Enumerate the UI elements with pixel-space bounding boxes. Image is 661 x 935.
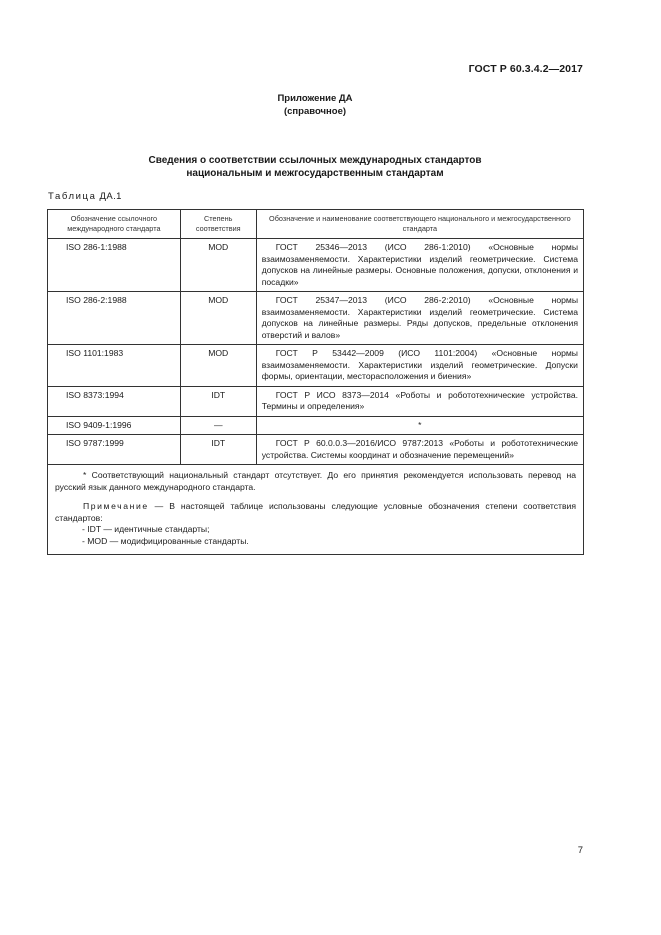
section-title — [0, 154, 630, 180]
table-caption-label: Таблица — [48, 191, 97, 202]
header-international-standard: Обозначение ссылочного международного стандарта — [48, 210, 181, 239]
intl-standard-cell: ISO 1101:1983 — [48, 345, 181, 387]
table-notes-row — [48, 465, 584, 555]
footnote: * Соответствующий национальный стандарт отсутствует. До его принятия рекомендуется использовать перевод на русский язык данного международного стандарта. — [55, 470, 576, 492]
intl-standard-cell: ISO 286-1:1988 — [48, 239, 181, 292]
degree-cell: MOD — [180, 292, 256, 345]
appendix-title: Приложение ДА — [277, 93, 353, 104]
table-row — [48, 435, 584, 465]
intl-standard-cell: ISO 9787:1999 — [48, 435, 181, 465]
degree-cell: IDT — [180, 435, 256, 465]
degree-cell: — — [180, 416, 256, 435]
table-header-row — [48, 210, 584, 239]
note — [55, 501, 576, 524]
note-item-mod: - MOD — модифицированные стандарты. — [82, 535, 249, 546]
correspondence-table — [47, 209, 584, 555]
degree-cell: MOD — [180, 345, 256, 387]
header-national-standard: Обозначение и наименование соответствующего национального и межгосударственного стандарта — [256, 210, 583, 239]
note-label: Примечание — [83, 501, 149, 511]
intl-standard-cell: ISO 9409-1:1996 — [48, 416, 181, 435]
note-text: — В настоящей таблице использованы следующие условные обозначения степени соответствия стандартов: — [55, 501, 576, 523]
section-title-line-2: национальным и межгосударственным стандартам — [186, 168, 444, 179]
section-title-line-1: Сведения о соответствии ссылочных международных стандартов — [148, 155, 482, 166]
table-row — [48, 416, 584, 435]
national-standard-cell: ГОСТ 25346—2013 (ИСО 286-1:2010) «Основные нормы взаимозаменяемости. Характеристики изделий геометрические. Система допусков на линейные размеры. Основные положения, допуски, отклонения и посадки» — [256, 239, 583, 292]
document-code: ГОСТ Р 60.3.4.2—2017 — [468, 63, 583, 75]
appendix-subtitle: (справочное) — [283, 106, 347, 117]
header-degree: Степень соответствия — [180, 210, 256, 239]
note-item-idt: - IDT — идентичные стандарты; — [82, 524, 210, 534]
page-number: 7 — [577, 845, 583, 856]
national-standard-cell: ГОСТ Р ИСО 8373—2014 «Роботы и робототехнические устройства. Термины и определения» — [256, 386, 583, 416]
intl-standard-cell: ISO 286-2:1988 — [48, 292, 181, 345]
table-caption — [48, 191, 122, 202]
table-row — [48, 386, 584, 416]
table-caption-number: ДА.1 — [99, 191, 122, 202]
table-row — [48, 345, 584, 387]
national-standard-cell: * — [256, 416, 583, 435]
degree-cell: MOD — [180, 239, 256, 292]
appendix-heading — [0, 92, 630, 118]
degree-cell: IDT — [180, 386, 256, 416]
national-standard-cell: ГОСТ Р 60.0.0.3—2016/ИСО 9787:2013 «Роботы и робототехнические устройства. Системы координат и обозначение перемещений» — [256, 435, 583, 465]
table-row — [48, 239, 584, 292]
national-standard-cell: ГОСТ 25347—2013 (ИСО 286-2:2010) «Основные нормы взаимозаменяемости. Характеристики изделий геометрические. Система допусков на линейные размеры. Ряды допусков, предельные отклонения отверстий и валов» — [256, 292, 583, 345]
table-notes — [48, 465, 584, 555]
table-row — [48, 292, 584, 345]
intl-standard-cell: ISO 8373:1994 — [48, 386, 181, 416]
national-standard-cell: ГОСТ Р 53442—2009 (ИСО 1101:2004) «Основные нормы взаимозаменяемости. Характеристики изделий геометрические. Допуски формы, ориентации, месторасположения и биения» — [256, 345, 583, 387]
